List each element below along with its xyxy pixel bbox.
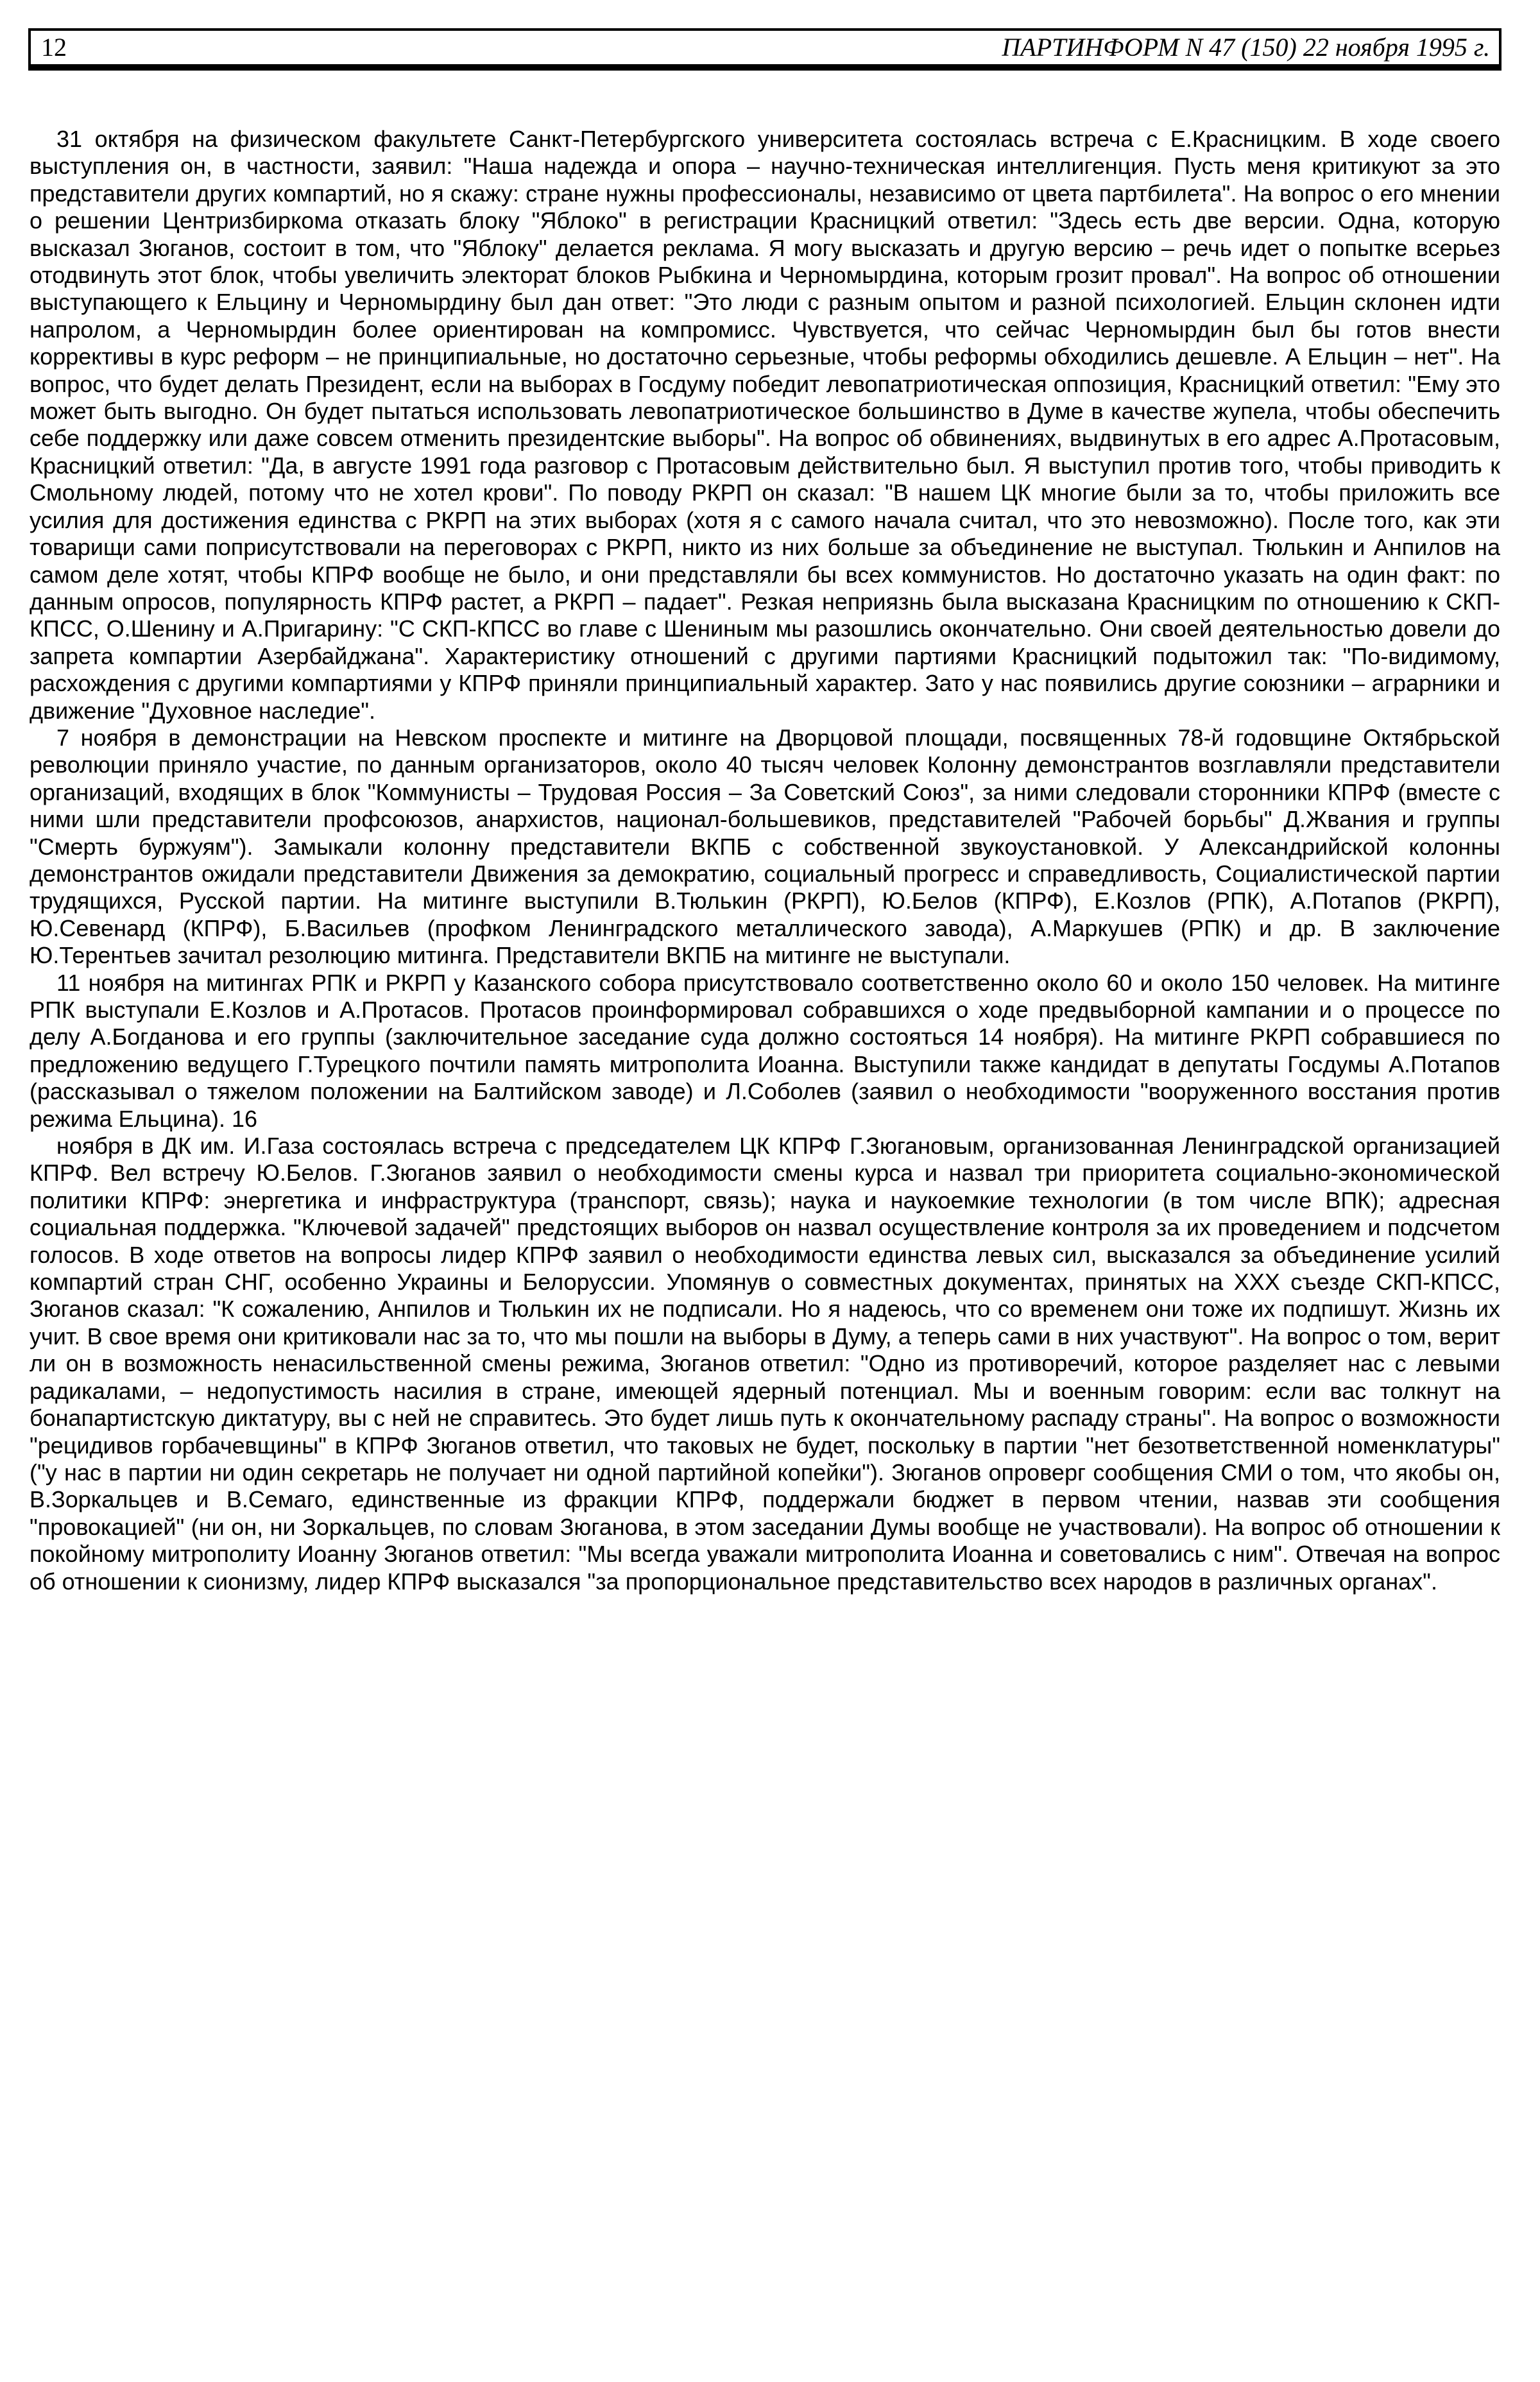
article-body bbox=[30, 126, 1500, 1595]
page-number: 12 bbox=[41, 33, 67, 62]
paragraph-november-7-demonstration: 7 ноября в демонстрации на Невском проспекте и митинге на Дворцовой площади, посвященных 78-й годовщине Октябрьской революции приняло участие, по данным организаторов, около 40 тысяч человек Колонну демонстрантов возглавляли представители организаций, входящих в блок "Коммунисты – Трудовая Россия – За Советский Союз", за ними следовали сторонники КПРФ (вместе с ними шли представители профсоюзов, анархистов, национал-большевиков, представителей "Рабочей борьбы" Д.Жвания и группы "Смерть буржуям"). Замыкали колонну представители ВКПБ с собственной звукоустановкой. У Александрийской колонны демонстрантов ожидали представители Движения за демократию, социальный прогресс и справедливость, Социалистической партии трудящихся, Русской партии. На митинге выступили В.Тюлькин (РКРП), Ю.Белов (КПРФ), Е.Козлов (РПК), А.Потапов (РКРП), Ю.Севенард (КПРФ), Б.Васильев (профком Ленинградского металлического завода), А.Маркушев (РПК) и др. В заключение Ю.Терентьев зачитал резолюцию митинга. Представители ВКПБ на митинге не выступали. bbox=[30, 724, 1500, 969]
page-header bbox=[28, 28, 1502, 67]
paragraph-zyuganov-meeting: ноября в ДК им. И.Газа состоялась встреча с председателем ЦК КПРФ Г.Зюгановым, организованная Ленинградской организацией КПРФ. Вел встречу Ю.Белов. Г.Зюганов заявил о необходимости смены курса и назвал три приоритета социально-экономической политики КПРФ: энергетика и инфраструктура (транспорт, связь); наука и наукоемкие технологии (в том числе ВПК); адресная социальная поддержка. "Ключевой задачей" предстоящих выборов он назвал осуществление контроля за их проведением и подсчетом голосов. В ходе ответов на вопросы лидер КПРФ заявил о необходимости единства левых сил, высказался за объединение усилий компартий стран СНГ, особенно Украины и Белоруссии. Упомянув о совместных документах, принятых на XXX съезде СКП-КПСС, Зюганов сказал: "К сожалению, Анпилов и Тюлькин их не подписали. Но я надеюсь, что со временем они тоже их подпишут. Жизнь их учит. В свое время они критиковали нас за то, что мы пошли на выборы в Думу, а теперь сами в них участвуют". На вопрос о том, верит ли он в возможность ненасильственной смены режима, Зюганов ответил: "Одно из противоречий, которое разделяет нас с левыми радикалами, – недопустимость насилия в стране, имеющей ядерный потенциал. Мы и военным говорим: если вас толкнут на бонапартистскую диктатуру, вы с ней не справитесь. Это будет лишь путь к окончательному распаду страны". На вопрос о возможности "рецидивов горбачевщины" в КПРФ Зюганов ответил, что таковых не будет, поскольку в партии "нет безответственной номенклатуры" ("у нас в партии ни один секретарь не получает ни одной партийной копейки"). Зюганов опроверг сообщения СМИ о том, что якобы он, В.Зоркальцев и В.Семаго, единственные из фракции КПРФ, поддержали бюджет в первом чтении, назвав эти сообщения "провокацией" (ни он, ни Зоркальцев, по словам Зюганова, в этом заседании Думы вообще не участвовали). На вопрос об отношении к покойному митрополиту Иоанну Зюганов ответил: "Мы всегда уважали митрополита Иоанна и советовались с ним". Отвечая на вопрос об отношении к сионизму, лидер КПРФ высказался "за пропорциональное представительство всех народов в различных органах". bbox=[30, 1133, 1500, 1595]
paragraph-krasnitsky-meeting: 31 октября на физическом факультете Санкт-Петербургского университета состоялась встреча с Е.Красницким. В ходе своего выступления он, в частности, заявил: "Наша надежда и опора – научно-техническая интеллигенция. Пусть меня критикуют за это представители других компартий, но я скажу: стране нужны профессионалы, независимо от цвета партбилета". На вопрос о его мнении о решении Центризбиркома отказать блоку "Яблоко" в регистрации Красницкий ответил: "Здесь есть две версии. Одна, которую высказал Зюганов, состоит в том, что "Яблоку" делается реклама. Я могу высказать и другую версию – речь идет о попытке всерьез отодвинуть этот блок, чтобы увеличить электорат блоков Рыбкина и Черномырдина, которым грозит провал". На вопрос об отношении выступающего к Ельцину и Черномырдину был дан ответ: "Это люди с разным опытом и разной психологией. Ельцин склонен идти напролом, а Черномырдин более ориентирован на компромисс. Чувствуется, что сейчас Черномырдин был бы готов внести коррективы в курс реформ – не принципиальные, но достаточно серьезные, чтобы реформы обходились дешевле. А Ельцин – нет". На вопрос, что будет делать Президент, если на выборах в Госдуму победит левопатриотическая оппозиция, Красницкий ответил: "Ему это может быть выгодно. Он будет пытаться использовать левопатриотическое большинство в Думе в качестве жупела, чтобы обеспечить себе поддержку или даже совсем отменить президентские выборы". На вопрос об обвинениях, выдвинутых в его адрес А.Протасовым, Красницкий ответил: "Да, в августе 1991 года разговор с Протасовым действительно был. Я выступил против того, чтобы приводить к Смольному людей, потому что не хотел крови". По поводу РКРП он сказал: "В нашем ЦК многие были за то, чтобы приложить все усилия для достижения единства с РКРП на этих выборах (хотя я с самого начала считал, что это невозможно). После того, как эти товарищи сами поприсутствовали на переговорах с РКРП, никто из них больше за объединение не выступал. Тюлькин и Анпилов на самом деле хотят, чтобы КПРФ вообще не было, и они представляли бы всех коммунистов. Но достаточно указать на один факт: по данным опросов, популярность КПРФ растет, а РКРП – падает". Резкая неприязнь была высказана Красницким по отношению к СКП-КПСС, О.Шенину и А.Пригарину: "С СКП-КПСС во главе с Шениным мы разошлись окончательно. Они своей деятельностью довели до запрета компартии Азербайджана". Характеристику отношений с другими партиями Красницкий подытожил так: "По-видимому, расхождения с другими компартиями у КПРФ приняли принципиальный характер. Зато у нас появились другие союзники – аграрники и движение "Духовное наследие". bbox=[30, 126, 1500, 724]
header-divider bbox=[28, 67, 1502, 71]
paragraph-november-11-rallies: 11 ноября на митингах РПК и РКРП у Казанского собора присутствовало соответственно около 60 и около 150 человек. На митинге РПК выступали Е.Козлов и А.Протасов. Протасов проинформировал собравшихся о ходе предвыборной кампании и о процессе по делу А.Богданова и его группы (заключительное заседание суда должно состояться 14 ноября). На митинге РКРП собравшиеся по предложению ведущего Г.Турецкого почтили память митрополита Иоанна. Выступили также кандидат в депутаты Госдумы А.Потапов (рассказывал о тяжелом положении на Балтийском заводе) и Л.Соболев (заявил о необходимости "вооруженного восстания против режима Ельцина). 16 bbox=[30, 969, 1500, 1132]
publication-title: ПАРТИНФОРМ N 47 (150) 22 ноября 1995 г. bbox=[1002, 33, 1490, 62]
